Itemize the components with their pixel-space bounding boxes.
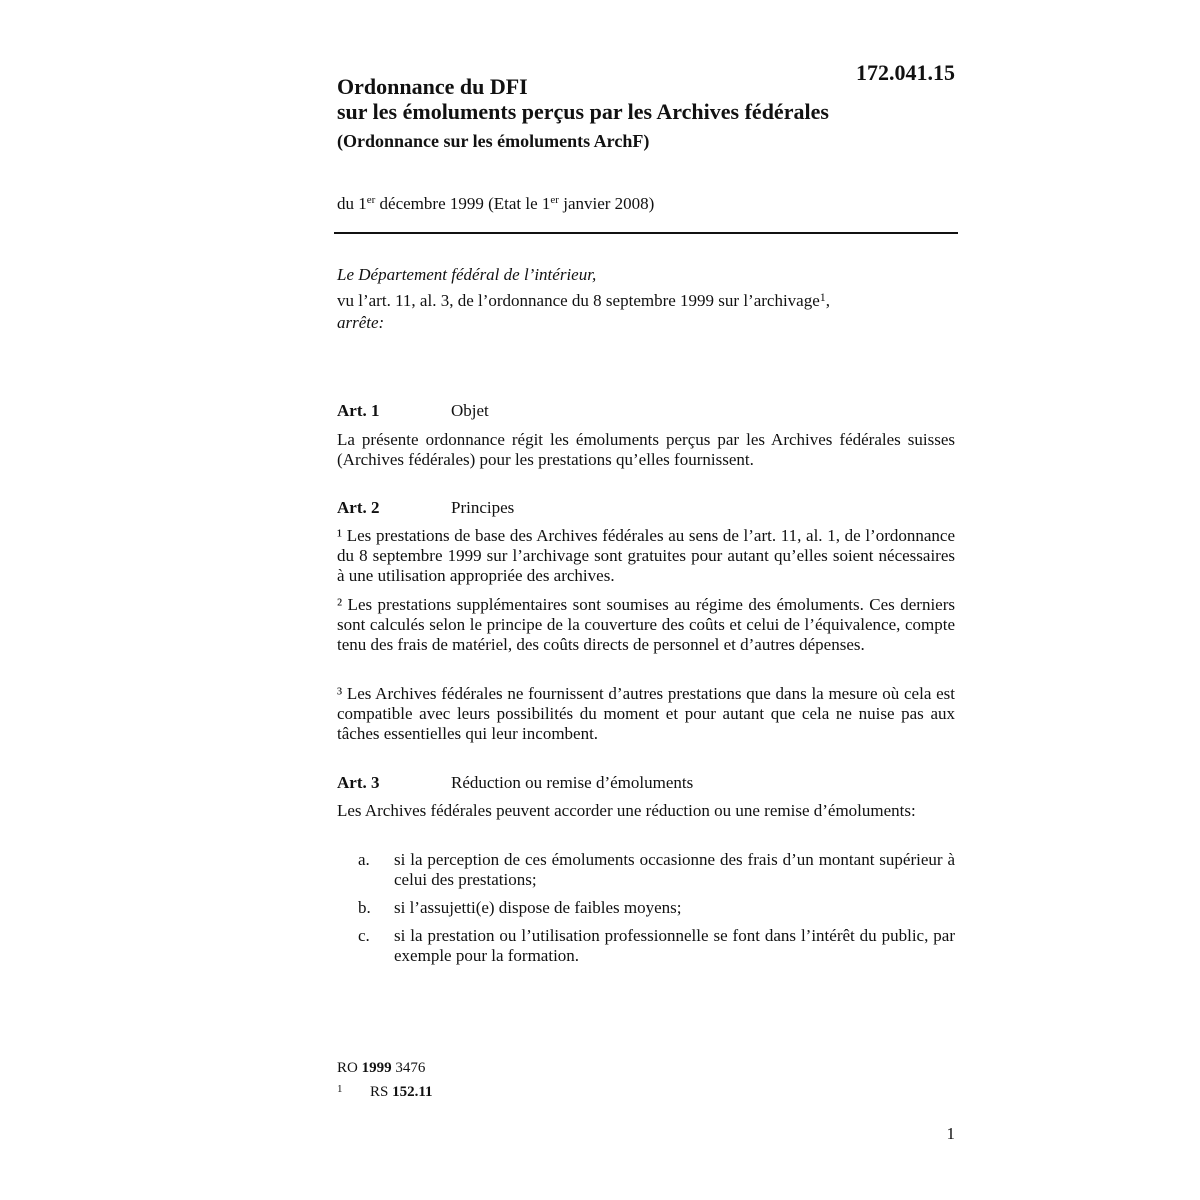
- preamble-basis: [337, 286, 957, 312]
- item-c-text: si la prestation ou l’utilisation professionnelle se font dans l’intérêt du public, par exemple pour la formation.: [394, 926, 955, 965]
- article-2-paragraph-2: ² Les prestations supplémentaires sont soumises au régime des émoluments. Ces derniers sont calculés selon le principe de la couverture des coûts et celui de l’équivalence, compte tenu des frais de matériel, des coûts directs de personnel et d’autres dépenses.: [337, 595, 955, 654]
- article-3-title: Réduction ou remise d’émoluments: [451, 773, 694, 792]
- preamble-basis-end: ,: [825, 291, 831, 310]
- article-3-number: Art. 3: [337, 773, 380, 792]
- article-3-item-b: [337, 898, 955, 918]
- ro-prefix: RO: [337, 1060, 362, 1076]
- preamble-basis-text: vu l’art. 11, al. 3, de l’ordonnance du 8 septembre 1999 sur l’archivage: [337, 291, 820, 310]
- article-2-title: Principes: [451, 498, 515, 517]
- date-sup-2: er: [550, 194, 559, 206]
- date-pre: du 1: [337, 194, 367, 213]
- footnote-1-mark: 1: [337, 1083, 343, 1095]
- article-1-paragraph: La présente ordonnance régit les émoluments perçus par les Archives fédérales suisses (Archives fédérales) pour les prestations qu’elles fournissent.: [337, 430, 955, 469]
- article-3-intro: Les Archives fédérales peuvent accorder une réduction ou une remise d’émoluments:: [337, 801, 916, 820]
- title-line-1: Ordonnance du DFI: [337, 74, 528, 99]
- article-2-heading: [337, 497, 957, 519]
- item-b-text: si l’assujetti(e) dispose de faibles moyens;: [394, 898, 682, 917]
- page-number: 1: [946, 1124, 955, 1143]
- title-line-2: sur les émoluments perçus par les Archives fédérales: [337, 99, 829, 124]
- item-c-letter: c.: [358, 926, 370, 945]
- item-a-letter: a.: [358, 850, 370, 869]
- document-title: [337, 74, 937, 124]
- preamble: [337, 264, 957, 334]
- header-divider: [334, 232, 958, 234]
- article-3-item-c: [337, 926, 955, 966]
- article-1-title: Objet: [451, 401, 489, 420]
- document-subtitle: (Ordonnance sur les émoluments ArchF): [337, 131, 650, 151]
- article-3-item-a: [337, 850, 955, 890]
- article-2-number: Art. 2: [337, 498, 380, 517]
- footnote-1: [337, 1079, 433, 1102]
- ro-reference: [337, 1058, 425, 1078]
- article-1-heading: [337, 400, 957, 422]
- preamble-authority: Le Département fédéral de l’intérieur,: [337, 265, 597, 284]
- preamble-decrees: arrête:: [337, 313, 385, 332]
- footnote-1-number[interactable]: 152.11: [392, 1084, 433, 1100]
- article-3-heading: [337, 772, 957, 794]
- article-1-number: Art. 1: [337, 401, 380, 420]
- footnote-ref-1[interactable]: 1: [819, 290, 826, 304]
- document-date: [337, 193, 957, 215]
- item-b-letter: b.: [358, 898, 371, 917]
- ro-page: 3476: [391, 1060, 426, 1076]
- date-mid: décembre 1999 (Etat le 1: [375, 194, 551, 213]
- item-a-text: si la perception de ces émoluments occasionne des frais d’un montant supérieur à celui des prestations;: [394, 850, 955, 889]
- footnote-1-prefix: RS: [370, 1084, 393, 1100]
- systematic-number: 172.041.15: [856, 60, 955, 85]
- ro-year: 1999: [361, 1060, 392, 1076]
- article-2-paragraph-3: ³ Les Archives fédérales ne fournissent d’autres prestations que dans la mesure où cela est compatible avec leurs possibilités du moment et pour autant que cela ne nuise pas aux tâches essentielles qui leur incombent.: [337, 684, 955, 743]
- date-post: janvier 2008): [558, 194, 655, 213]
- article-2-paragraph-1: ¹ Les prestations de base des Archives fédérales au sens de l’art. 11, al. 1, de l’ordonnance du 8 septembre 1999 sur l’archivage sont gratuites pour autant qu’elles soient nécessaires à une utilisation appropriée des archives.: [337, 526, 955, 585]
- date-sup-1: er: [366, 194, 376, 206]
